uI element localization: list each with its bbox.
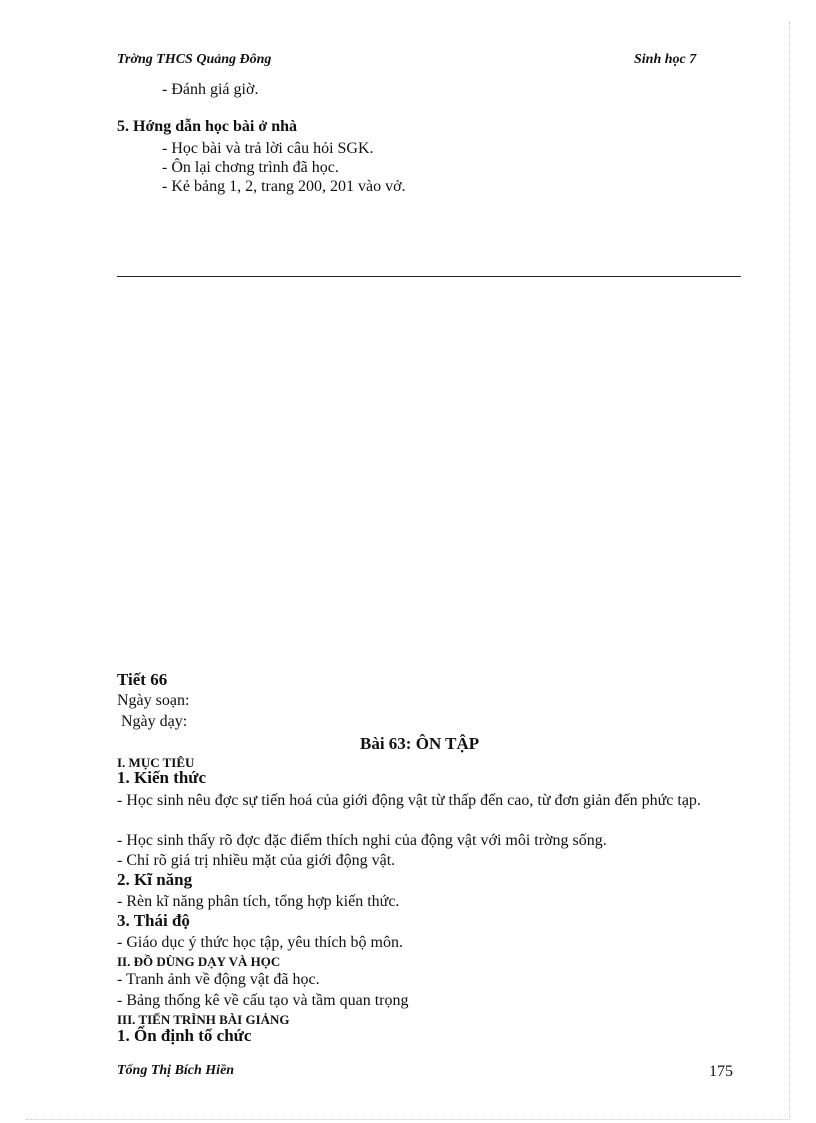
knowledge-item: - Chỉ rõ giá trị nhiều mặt của giới động vật.: [117, 852, 396, 869]
materials-heading: II. ĐỒ DÙNG DẠY VÀ HỌC: [117, 954, 281, 969]
attitude-item: - Giáo dục ý thức học tập, yêu thích bộ môn.: [117, 934, 403, 951]
footer-author: Tống Thị Bích Hiền: [117, 1063, 235, 1078]
skills-heading: 2. Kĩ năng: [117, 870, 193, 889]
knowledge-heading: 1. Kiến thức: [117, 768, 207, 787]
eval-line: - Đánh giá giờ.: [162, 81, 259, 98]
lesson-period: Tiết 66: [117, 670, 168, 689]
objectives-heading: I. MỤC TIÊU: [117, 755, 195, 770]
process-heading: III. TIẾN TRÌNH BÀI GIẢNG: [117, 1012, 290, 1027]
homework-heading: 5. Hớng dẫn học bài ở nhà: [117, 118, 297, 135]
lesson-title: Bài 63: ÔN TẬP: [360, 734, 480, 753]
page-number: 175: [709, 1063, 733, 1080]
prep-date-label: Ngày soạn:: [117, 692, 190, 709]
list-item: - Kẻ bảng 1, 2, trang 200, 201 vào vở.: [162, 178, 406, 195]
list-item: - Ôn lại chơng trình đã học.: [162, 159, 339, 176]
header-school: Trờng THCS Quảng Đông: [117, 52, 272, 67]
materials-item: - Tranh ảnh về động vật đã học.: [117, 971, 320, 988]
list-item: - Học bài và trả lời câu hỏi SGK.: [162, 140, 374, 157]
knowledge-item: - Học sinh nêu đợc sự tiến hoá của giới động vật từ thấp đến cao, từ đơn giản đến phức tạp.: [117, 792, 701, 809]
organization-heading: 1. Ổn định tổ chức: [117, 1026, 252, 1045]
attitude-heading: 3. Thái độ: [117, 911, 190, 930]
header-subject: Sinh học 7: [634, 52, 697, 67]
knowledge-item: - Học sinh thấy rõ đợc đặc điểm thích nghi của động vật với môi trờng sống.: [117, 832, 607, 849]
skills-item: - Rèn kĩ năng phân tích, tổng hợp kiến thức.: [117, 893, 400, 910]
materials-item: - Bảng thống kê về cấu tạo và tầm quan trọng: [117, 992, 409, 1009]
teach-date-label: Ngày dạy:: [121, 713, 188, 730]
section-divider: [117, 276, 741, 277]
